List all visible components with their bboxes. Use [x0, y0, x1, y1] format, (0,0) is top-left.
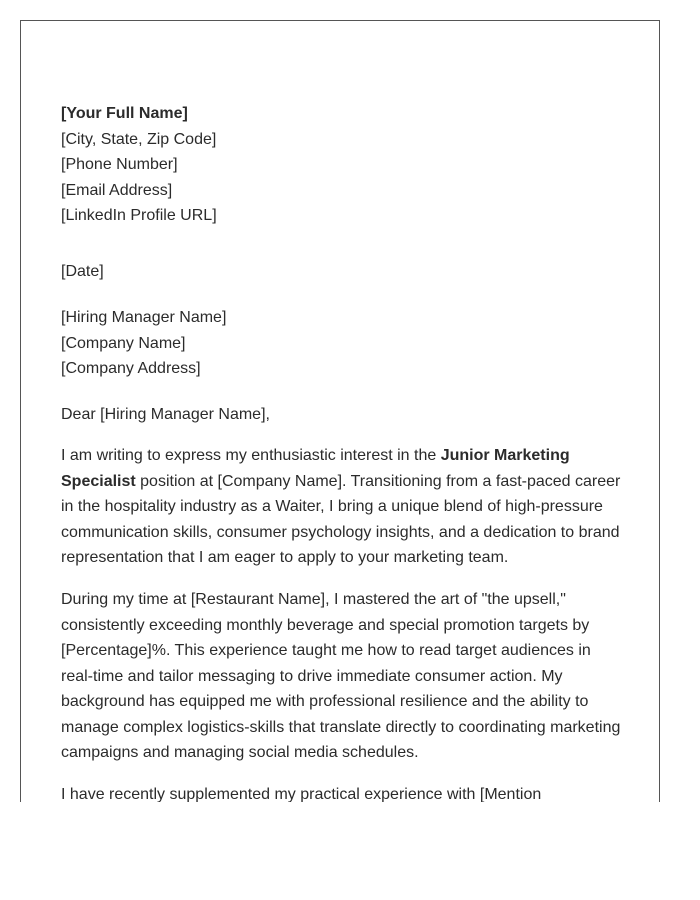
recipient-company: [Company Name]: [61, 334, 186, 352]
letter-page: [20, 20, 660, 802]
sender-phone: [Phone Number]: [61, 156, 178, 173]
paragraph-intro-start: I am writing to express my enthusiastic interest in the: [61, 447, 441, 464]
sender-email: [Email Address]: [61, 181, 173, 199]
job-title: Junior Marketing Specialist: [61, 447, 570, 490]
paragraph-experience: During my time at [Restaurant Name], I mastered the art of "the upsell," consistently exceeding monthly beverage and special promotion targets by [Percentage]%. This experience taught me how to read target audiences in real-time and tailor messaging to drive immediate consumer action. My background has equipped me with professional resilience and the ability to manage complex logistics-skills that translate directly to coordinating marketing campaigns and managing social media schedules.: [61, 591, 621, 761]
paragraph-intro-rest: position at [Company Name]. Transitioning from a fast-paced career in the hospitality industry as a Waiter, I bring a unique blend of high-pressure communication skills, consumer psychology insights, and a dedication to brand representation that I am eager to apply to your marketing team.: [61, 472, 621, 566]
greeting-text: Dear [Hiring Manager Name],: [61, 405, 270, 423]
paragraph-intro: [61, 443, 626, 571]
letter-content: [61, 101, 626, 802]
greeting: [61, 402, 626, 428]
recipient-block: [61, 305, 626, 382]
date-block: [61, 259, 626, 285]
sender-block: [61, 101, 626, 229]
recipient-manager: [Hiring Manager Name]: [61, 309, 227, 326]
sender-name: [Your Full Name]: [61, 105, 188, 122]
sender-city: [City, State, Zip Code]: [61, 130, 217, 148]
letter-date: [Date]: [61, 263, 104, 280]
paragraph-skills: I have recently supplemented my practical experience with [Mention: [61, 786, 542, 802]
recipient-address: [Company Address]: [61, 360, 201, 377]
sender-linkedin: [LinkedIn Profile URL]: [61, 207, 217, 224]
